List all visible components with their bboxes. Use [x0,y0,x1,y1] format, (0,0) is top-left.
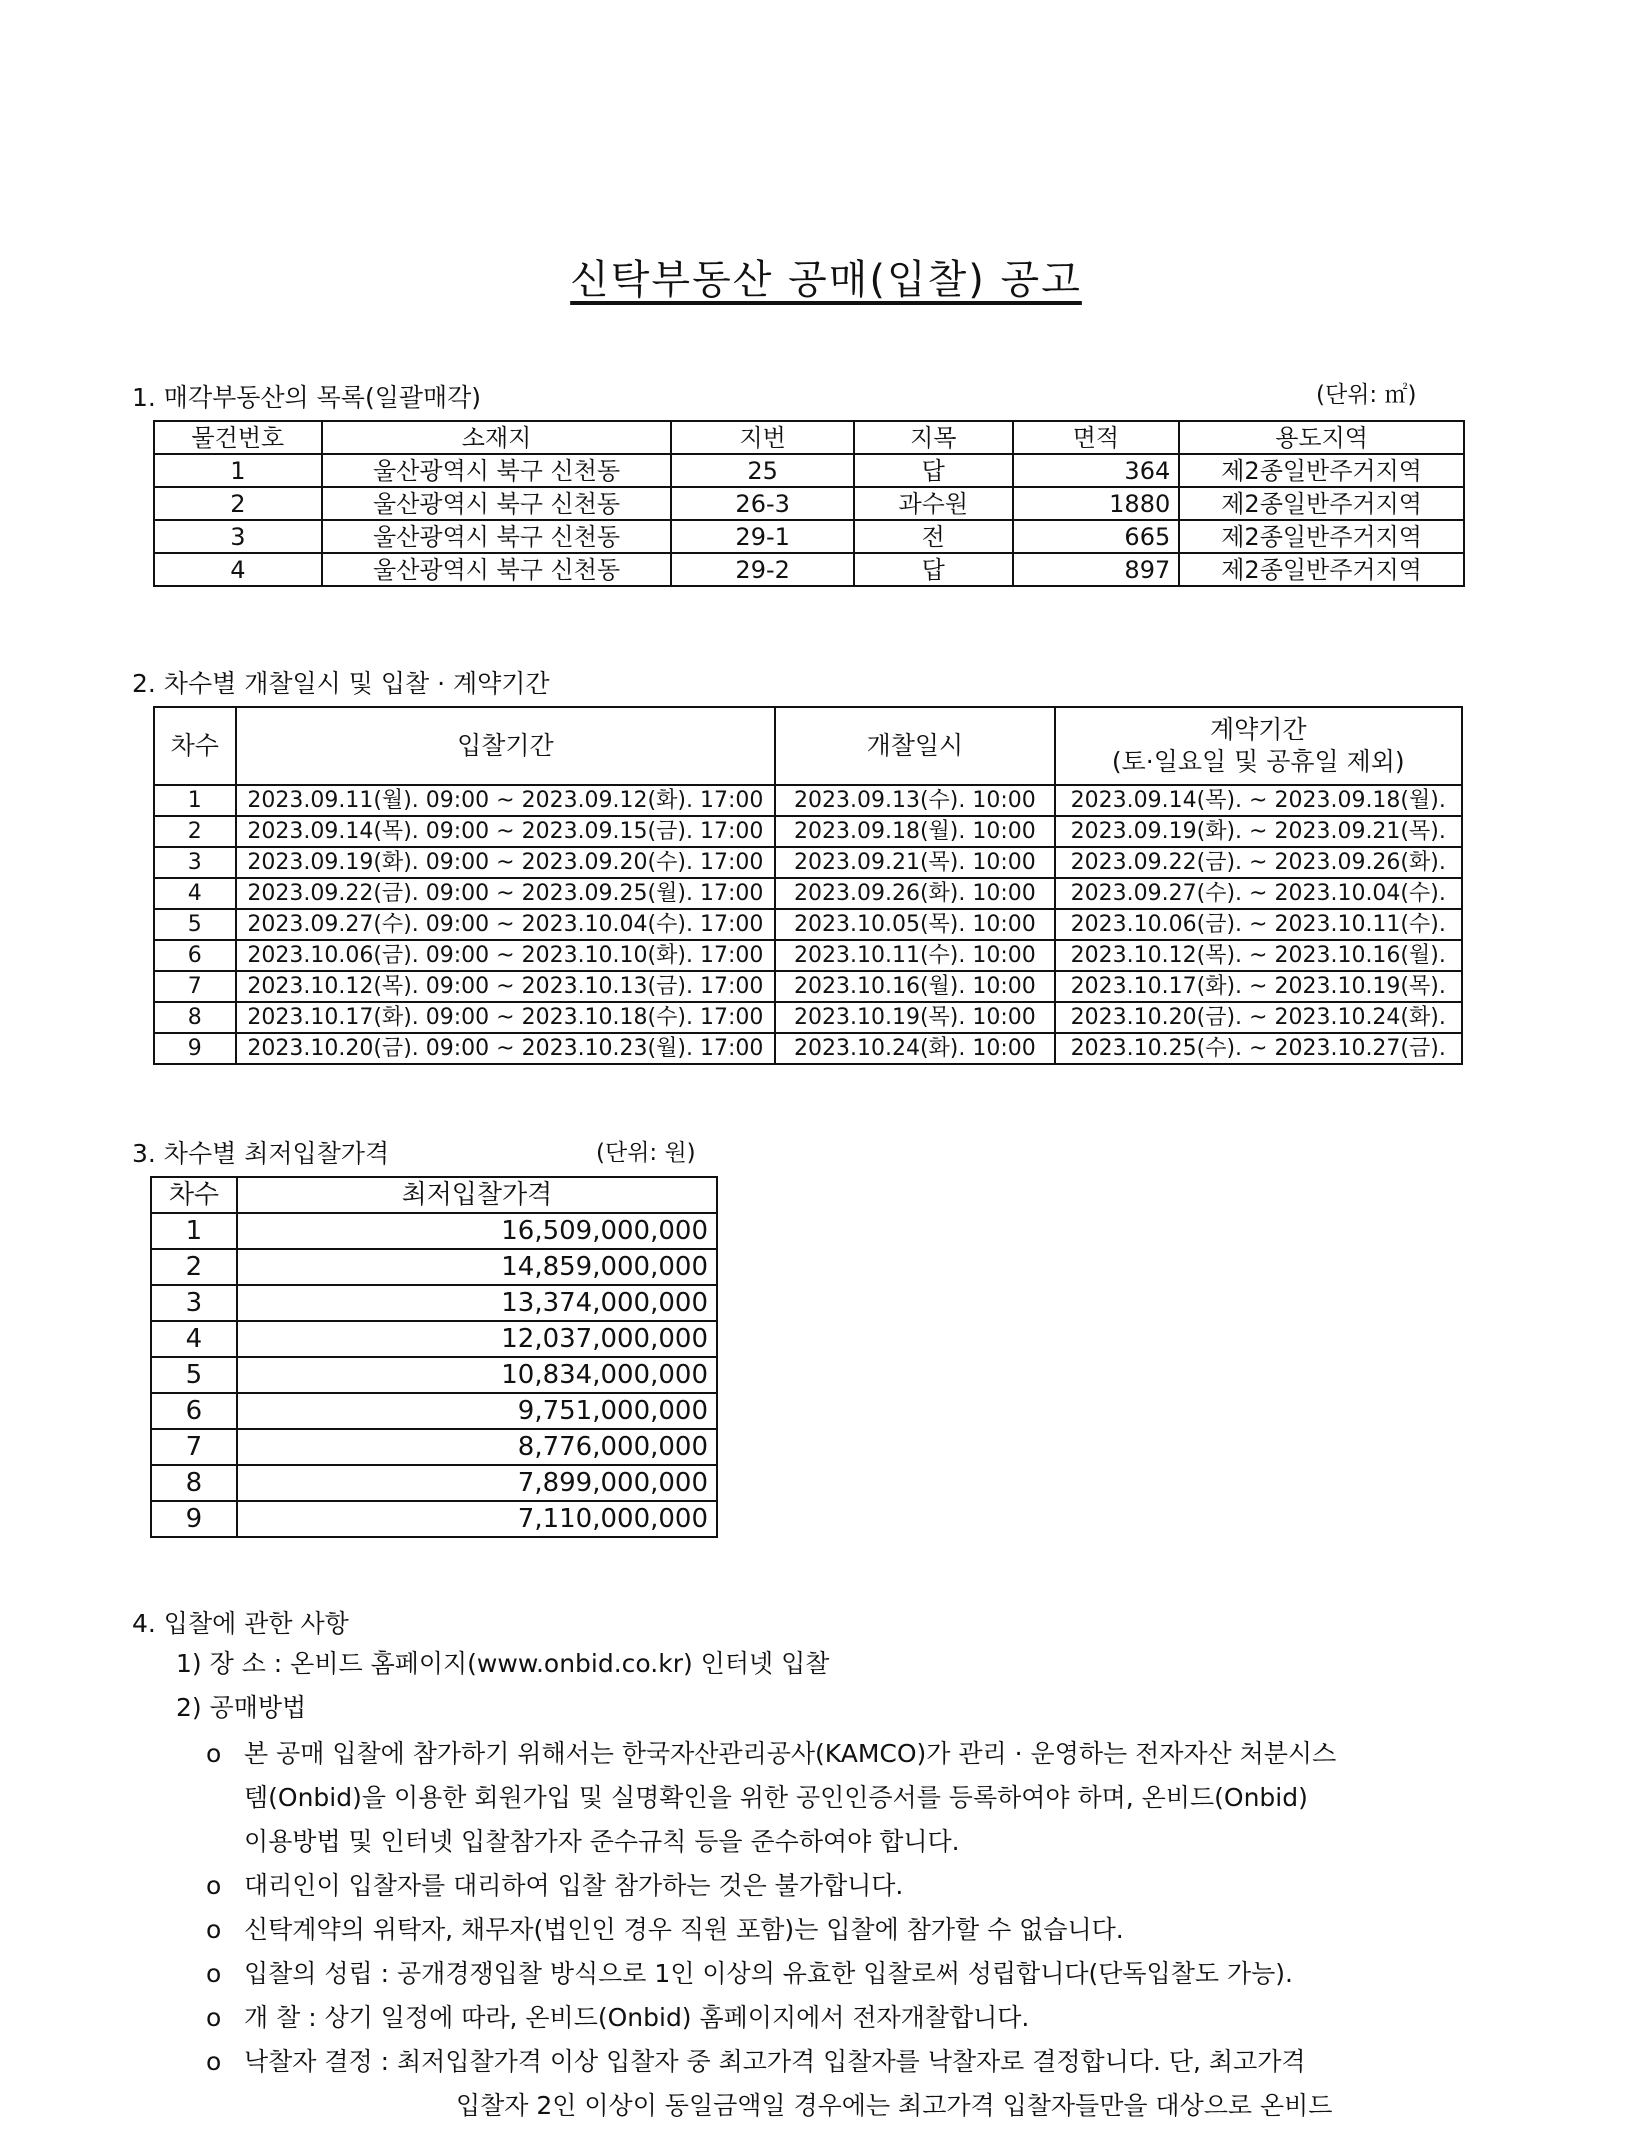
bullet-registration-cont: 템(Onbid)을 이용한 회원가입 및 실명확인을 위한 공인인증서를 등록하여야 하며, 온비드(Onbid) [244,1783,1308,1812]
contract-period: 2023.09.22(금). ~ 2023.09.26(화). [1055,847,1462,878]
round: 2 [154,816,236,847]
table-row [151,1285,717,1321]
header-contract-line1: 계약기간 [1209,715,1307,744]
bullet-opening [206,1996,1029,2040]
bid-period: 2023.09.14(목). 09:00 ~ 2023.09.15(금). 17:00 [236,816,776,847]
table-row [154,553,1464,586]
header-opening: 개찰일시 [775,707,1054,785]
zoning: 제2종일반주거지역 [1179,454,1464,487]
section3-heading: 3. 차수별 최저입찰가격 [132,1139,390,1168]
item-no: 3 [154,520,322,553]
document-title: 신탁부동산 공매(입찰) 공고 [570,257,1082,303]
round: 5 [151,1357,237,1393]
header-bid-period: 입찰기간 [236,707,776,785]
bid-period: 2023.09.11(월). 09:00 ~ 2023.09.12(화). 17:00 [236,785,776,816]
round: 7 [151,1429,237,1465]
area: 364 [1013,454,1180,487]
round: 6 [151,1393,237,1429]
location: 울산광역시 북구 신천동 [322,520,672,553]
bid-period: 2023.10.17(화). 09:00 ~ 2023.10.18(수). 17:00 [236,1002,776,1033]
area: 897 [1013,553,1180,586]
bullet-mark: o [206,2047,222,2076]
header-land-category: 지목 [854,421,1013,454]
bid-period: 2023.09.19(화). 09:00 ~ 2023.09.20(수). 17:00 [236,847,776,878]
header-item-no: 물건번호 [154,421,322,454]
bullet-text: 낙찰자 결정 : 최저입찰가격 이상 입찰자 중 최고가격 입찰자를 낙찰자로 결정합니다. 단, 최고가격 [244,2047,1306,2076]
bullet-text: 개 찰 : 상기 일정에 따라, 온비드(Onbid) 홈페이지에서 전자개찰합니다. [244,2003,1030,2032]
contract-period: 2023.10.12(목). ~ 2023.10.16(월). [1055,940,1462,971]
bid-period: 2023.10.20(금). 09:00 ~ 2023.10.23(월). 17:00 [236,1033,776,1064]
bullet-mark: o [206,1871,222,1900]
round: 1 [151,1213,237,1249]
bullet-mark: o [206,2003,222,2032]
round: 3 [154,847,236,878]
round: 8 [154,1002,236,1033]
table-row [154,1002,1462,1033]
item-no: 4 [154,553,322,586]
table-row [154,878,1462,909]
table-header-row [154,707,1462,785]
lot-number: 25 [671,454,854,487]
table-header-row [151,1177,717,1213]
table-row [151,1465,717,1501]
land-category: 답 [854,553,1013,586]
minimum-price: 10,834,000,000 [237,1357,717,1393]
header-contract-line2: (토·일요일 및 공휴일 제외) [1111,747,1405,776]
bullet-winner-decision [206,2040,1306,2084]
zoning: 제2종일반주거지역 [1179,553,1464,586]
zoning: 제2종일반주거지역 [1179,487,1464,520]
bullet-text: 입찰의 성립 : 공개경쟁입찰 방식으로 1인 이상의 유효한 입찰로써 성립합니다(단독입찰도 가능). [244,1959,1293,1988]
section1-heading: 1. 매각부동산의 목록(일괄매각) [132,383,482,412]
round: 5 [154,909,236,940]
opening-datetime: 2023.09.18(월). 10:00 [775,816,1054,847]
location: 울산광역시 북구 신천동 [322,553,672,586]
table-row [154,909,1462,940]
land-category: 과수원 [854,487,1013,520]
opening-datetime: 2023.10.24(화). 10:00 [775,1033,1054,1064]
lot-number: 29-2 [671,553,854,586]
contract-period: 2023.10.06(금). ~ 2023.10.11(수). [1055,909,1462,940]
minimum-price: 9,751,000,000 [237,1393,717,1429]
land-category: 전 [854,520,1013,553]
location: 울산광역시 북구 신천동 [322,454,672,487]
bid-period: 2023.09.22(금). 09:00 ~ 2023.09.25(월). 17:00 [236,878,776,909]
land-category: 답 [854,454,1013,487]
minimum-price: 16,509,000,000 [237,1213,717,1249]
table-row [154,816,1462,847]
header-round: 차수 [154,707,236,785]
bullet-excluded-parties [206,1908,1124,1952]
bullet-mark: o [206,1915,222,1944]
contract-period: 2023.09.27(수). ~ 2023.10.04(수). [1055,878,1462,909]
opening-datetime: 2023.10.11(수). 10:00 [775,940,1054,971]
header-zoning: 용도지역 [1179,421,1464,454]
opening-datetime: 2023.10.19(목). 10:00 [775,1002,1054,1033]
table-row [154,847,1462,878]
minimum-price: 7,110,000,000 [237,1501,717,1537]
round: 3 [151,1285,237,1321]
section4-heading: 4. 입찰에 관한 사항 [132,1609,349,1638]
table-row [151,1501,717,1537]
table-row [154,940,1462,971]
bid-period: 2023.10.12(목). 09:00 ~ 2023.10.13(금). 17:00 [236,971,776,1002]
minimum-price-table [150,1176,718,1538]
table-header-row [154,421,1464,454]
round: 9 [154,1033,236,1064]
opening-datetime: 2023.10.16(월). 10:00 [775,971,1054,1002]
table-row [154,487,1464,520]
area: 1880 [1013,487,1180,520]
minimum-price: 7,899,000,000 [237,1465,717,1501]
round: 4 [151,1321,237,1357]
round: 8 [151,1465,237,1501]
table-row [151,1321,717,1357]
table-row [154,1033,1462,1064]
minimum-price: 14,859,000,000 [237,1249,717,1285]
round: 1 [154,785,236,816]
header-lot-number: 지번 [671,421,854,454]
round: 2 [151,1249,237,1285]
bidding-location: 1) 장 소 : 온비드 홈페이지(www.onbid.co.kr) 인터넷 입찰 [176,1649,830,1678]
lot-number: 26-3 [671,487,854,520]
bullet-winner-decision-cont: 입찰자 2인 이상이 동일금액일 경우에는 최고가격 입찰자들만을 대상으로 온비드 [456,2091,1333,2120]
bullet-text: 대리인이 입찰자를 대리하여 입찰 참가하는 것은 불가합니다. [244,1871,904,1900]
table-row [154,454,1464,487]
opening-datetime: 2023.10.05(목). 10:00 [775,909,1054,940]
round: 7 [154,971,236,1002]
bullet-mark: o [206,1739,222,1768]
bullet-text: 본 공매 입찰에 참가하기 위해서는 한국자산관리공사(KAMCO)가 관리 · 운영하는 전자자산 처분시스 [244,1739,1337,1768]
table-row [154,785,1462,816]
table-row [151,1429,717,1465]
table-row [151,1357,717,1393]
table-row [154,971,1462,1002]
bullet-agent [206,1864,903,1908]
header-contract-period [1055,707,1462,785]
zoning: 제2종일반주거지역 [1179,520,1464,553]
bid-period: 2023.10.06(금). 09:00 ~ 2023.10.10(화). 17:00 [236,940,776,971]
header-round: 차수 [151,1177,237,1213]
opening-datetime: 2023.09.13(수). 10:00 [775,785,1054,816]
header-area: 면적 [1013,421,1180,454]
section1-unit: (단위: ㎡) [1316,382,1417,408]
table-row [154,520,1464,553]
bullet-text: 신탁계약의 위탁자, 채무자(법인인 경우 직원 포함)는 입찰에 참가할 수 없습니다. [244,1915,1124,1944]
bullet-registration [206,1732,1336,1776]
bullet-mark: o [206,1959,222,1988]
header-location: 소재지 [322,421,672,454]
opening-datetime: 2023.09.21(목). 10:00 [775,847,1054,878]
contract-period: 2023.09.19(화). ~ 2023.09.21(목). [1055,816,1462,847]
contract-period: 2023.10.20(금). ~ 2023.10.24(화). [1055,1002,1462,1033]
bullet-registration-cont: 이용방법 및 인터넷 입찰참가자 준수규칙 등을 준수하여야 합니다. [244,1827,960,1856]
contract-period: 2023.10.25(수). ~ 2023.10.27(금). [1055,1033,1462,1064]
item-no: 1 [154,454,322,487]
round: 6 [154,940,236,971]
contract-period: 2023.09.14(목). ~ 2023.09.18(월). [1055,785,1462,816]
bullet-bid-formation [206,1952,1293,1996]
area: 665 [1013,520,1180,553]
location: 울산광역시 북구 신천동 [322,487,672,520]
bid-period: 2023.09.27(수). 09:00 ~ 2023.10.04(수). 17:00 [236,909,776,940]
round: 9 [151,1501,237,1537]
contract-period: 2023.10.17(화). ~ 2023.10.19(목). [1055,971,1462,1002]
table-row [151,1213,717,1249]
opening-datetime: 2023.09.26(화). 10:00 [775,878,1054,909]
item-no: 2 [154,487,322,520]
minimum-price: 12,037,000,000 [237,1321,717,1357]
lot-number: 29-1 [671,520,854,553]
auction-method-heading: 2) 공매방법 [176,1693,307,1722]
property-list-table [153,420,1465,587]
section3-unit: (단위: 원) [596,1140,696,1166]
section2-heading: 2. 차수별 개찰일시 및 입찰 · 계약기간 [132,669,550,698]
round: 4 [154,878,236,909]
header-minimum-price: 최저입찰가격 [237,1177,717,1213]
schedule-table [153,706,1463,1065]
minimum-price: 8,776,000,000 [237,1429,717,1465]
table-row [151,1393,717,1429]
minimum-price: 13,374,000,000 [237,1285,717,1321]
table-row [151,1249,717,1285]
